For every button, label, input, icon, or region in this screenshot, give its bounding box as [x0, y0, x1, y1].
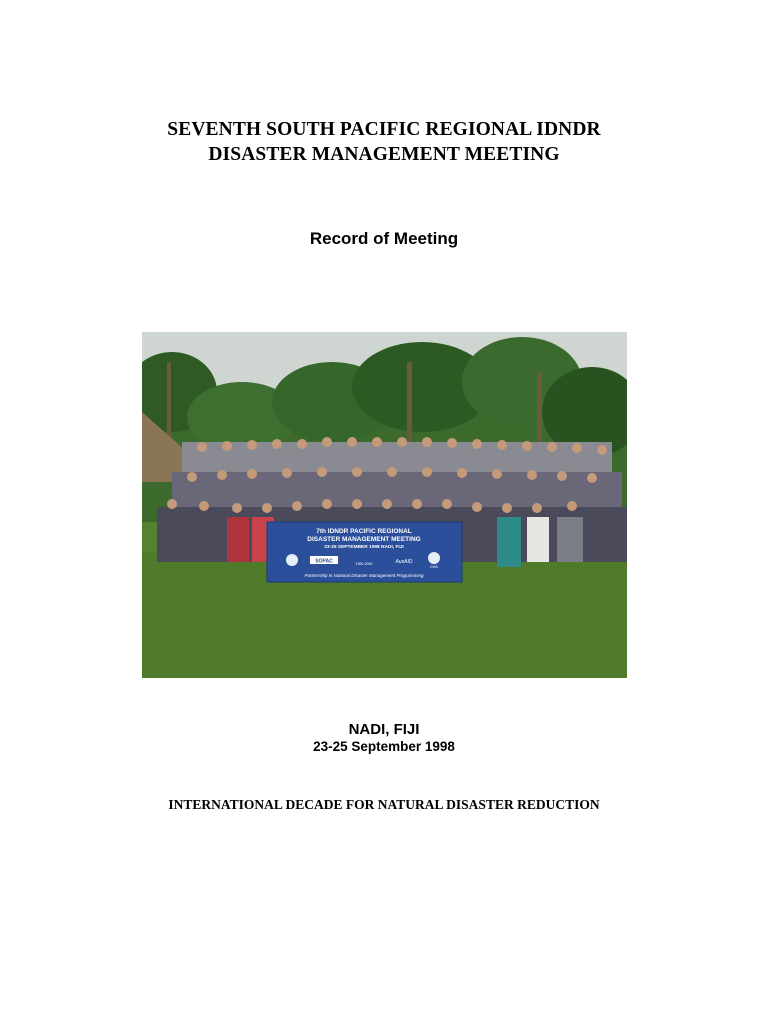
meeting-dates: 23-25 September 1998 — [313, 739, 455, 754]
banner-line-1: 7th IDNDR PACIFIC REGIONAL — [316, 528, 412, 535]
meeting-location: NADI, FIJI — [348, 721, 420, 738]
title-line-1: SEVENTH SOUTH PACIFIC REGIONAL IDNDR — [167, 119, 601, 140]
banner-logo-un-label: DHA — [430, 565, 438, 569]
banner-line-3: 23-25 SEPTEMBER 1998 NADI, FIJI — [324, 545, 404, 550]
document-subtitle: Record of Meeting — [309, 229, 459, 248]
group-photo — [142, 332, 627, 678]
banner-logo-un — [428, 552, 440, 564]
document-title — [0, 117, 768, 167]
banner-logo-map — [286, 554, 298, 566]
title-line-2: DISASTER MANAGEMENT MEETING — [208, 144, 560, 165]
banner-line-4: Partnership in National Disaster Management Programming — [304, 573, 424, 578]
document-footer: INTERNATIONAL DECADE FOR NATURAL DISASTER REDUCTION — [168, 797, 600, 812]
meeting-banner — [267, 522, 462, 582]
banner-logo-years: 1990-2000 — [355, 562, 373, 566]
banner-logo-sopac: SOPAC — [315, 558, 333, 565]
banner-logo-ausaid: AusAID — [395, 559, 413, 565]
banner-line-2: DISASTER MANAGEMENT MEETING — [307, 536, 421, 543]
